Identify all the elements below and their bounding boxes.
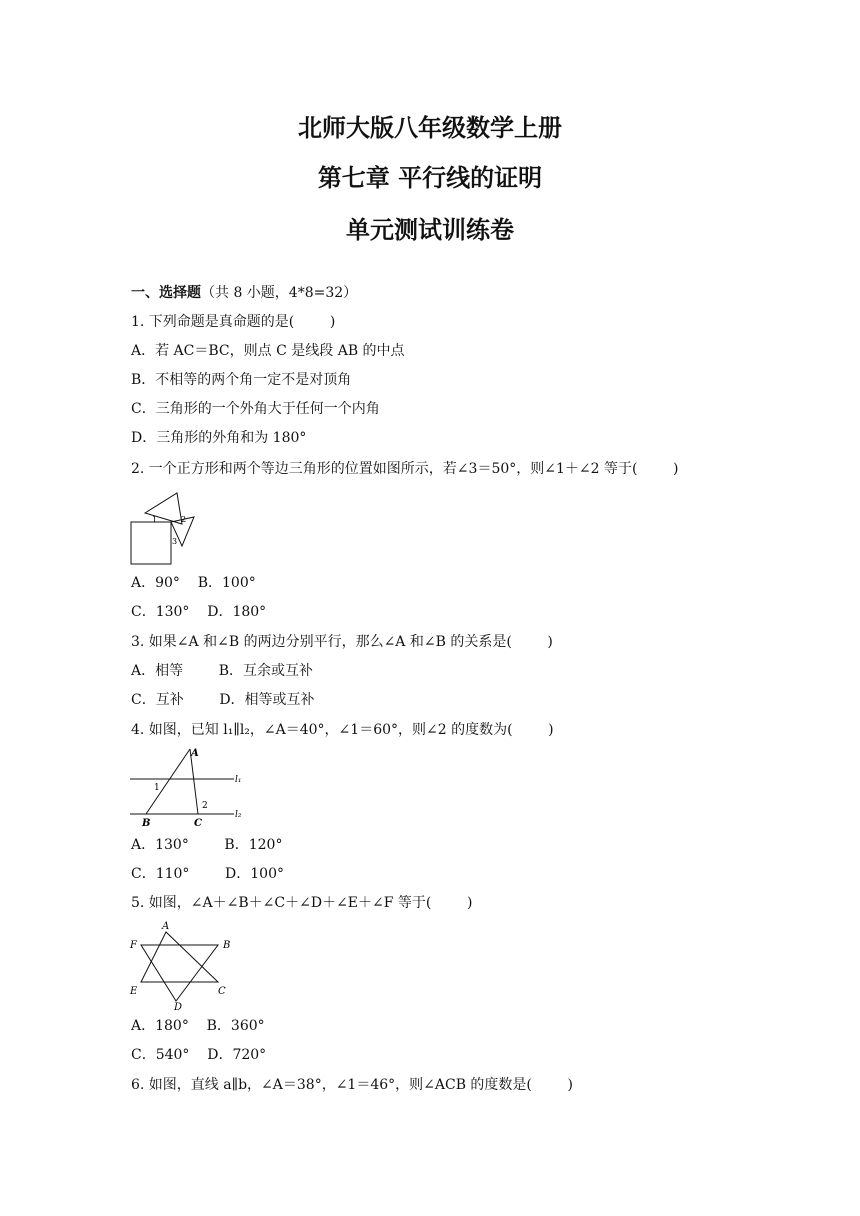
question-4-figure: [128, 746, 248, 828]
segment-ab: [146, 749, 190, 814]
section-heading-label: 一、选择题: [131, 285, 201, 301]
question-3-options-row-2: C．互补 D．相等或互补: [131, 692, 315, 708]
angle-3-label: 3: [172, 537, 178, 546]
question-4-stem: 4. 如图，已知 l₁∥l₂，∠A＝40°，∠1＝60°，则∠2 的度数为( ): [131, 722, 554, 738]
document-title: 北师大版八年级数学上册: [298, 114, 562, 142]
point-f-label: F: [130, 940, 137, 951]
question-1-option-a: A．若 AC＝BC，则点 C 是线段 AB 的中点: [131, 343, 405, 359]
question-3-options-row-1: A．相等 B．互余或互补: [131, 663, 313, 679]
angle-1-label: 1: [152, 515, 158, 524]
line-l2-label: l₂: [235, 810, 242, 820]
question-2-figure: [128, 488, 208, 568]
angle-1-label: 1: [154, 783, 160, 793]
unit-test-title: 单元测试训练卷: [346, 216, 514, 244]
chapter-title: 第七章 平行线的证明: [317, 164, 543, 192]
question-1-stem: 1. 下列命题是真命题的是( ): [131, 314, 336, 330]
question-1-option-c: C．三角形的一个外角大于任何一个内角: [131, 401, 380, 417]
point-e-label: E: [130, 986, 138, 997]
line-l1-label: l₁: [235, 775, 242, 785]
question-5-options-row-2: C．540° D．720°: [131, 1047, 267, 1063]
point-b-label: B: [223, 940, 231, 951]
question-3-stem: 3. 如果∠A 和∠B 的两边分别平行，那么∠A 和∠B 的关系是( ): [131, 634, 553, 650]
point-c-label: C: [194, 818, 202, 828]
question-6-stem: 6. 如图，直线 a∥b，∠A＝38°，∠1＝46°，则∠ACB 的度数是( ): [131, 1077, 573, 1093]
point-c-label: C: [218, 986, 226, 997]
question-2-options-row-1: A．90° B．100°: [131, 575, 256, 591]
angle-2-label: 2: [202, 801, 208, 811]
triangle-upper: [145, 493, 182, 524]
section-heading: [131, 284, 357, 302]
question-4-options-row-1: A．130° B．120°: [131, 837, 283, 853]
angle-2-label: 2: [181, 515, 187, 524]
point-d-label: D: [174, 1002, 183, 1010]
question-1-option-b: B．不相等的两个角一定不是对顶角: [131, 372, 352, 388]
question-1-option-d: D．三角形的外角和为 180°: [131, 430, 307, 446]
triangle-bdf: [141, 945, 218, 1001]
triangle-ace: [141, 932, 218, 982]
square-shape: [131, 522, 171, 564]
question-2-options-row-2: C．130° D．180°: [131, 604, 267, 620]
question-4-options-row-2: C．110° D．100°: [131, 866, 284, 882]
point-a-label: A: [191, 748, 199, 759]
section-heading-note: （共 8 小题，4*8=32）: [201, 285, 358, 301]
question-5-stem: 5. 如图，∠A＋∠B＋∠C＋∠D＋∠E＋∠F 等于( ): [131, 895, 473, 911]
question-5-figure: [128, 918, 238, 1010]
question-5-options-row-1: A．180° B．360°: [131, 1018, 265, 1034]
point-a-label: A: [162, 921, 170, 932]
point-b-label: B: [142, 818, 151, 828]
question-2-stem: 2. 一个正方形和两个等边三角形的位置如图所示，若∠3＝50°，则∠1＋∠2 等于( ): [131, 461, 679, 477]
